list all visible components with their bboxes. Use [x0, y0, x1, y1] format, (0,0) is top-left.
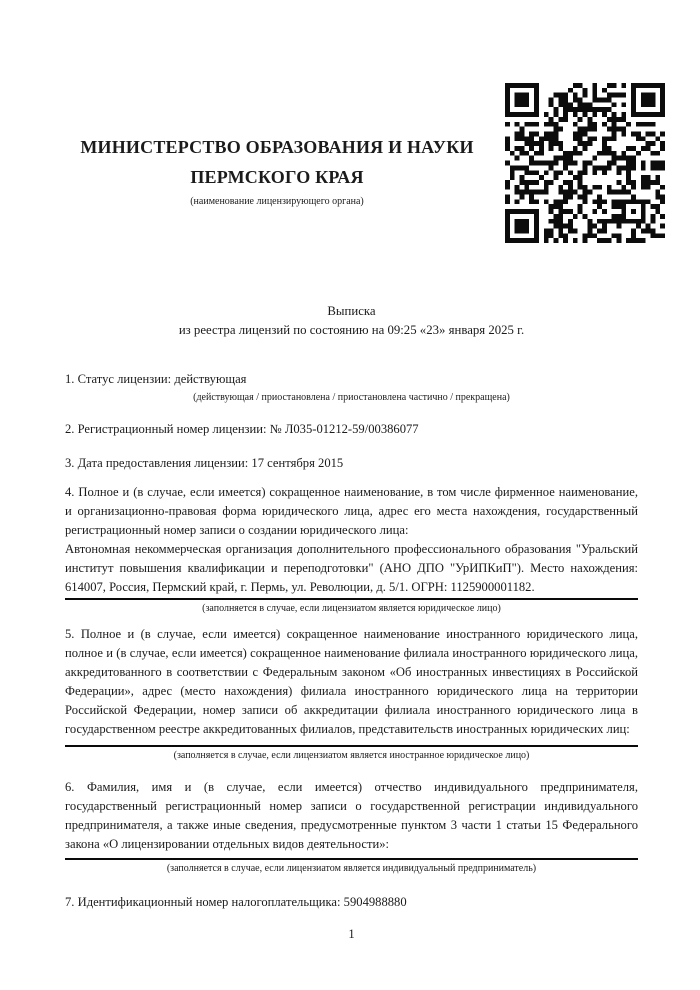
- item-taxpayer-number: [65, 893, 638, 912]
- item-text: 1. Статус лицензии: действующая: [65, 372, 247, 386]
- item-license-date: [65, 454, 638, 473]
- document-subject: [65, 302, 638, 340]
- subject-as-of-line: из реестра лицензий по состоянию на 09:25 «23» января 2025 г.: [178, 323, 525, 337]
- item-caption: (заполняется в случае, если лицензиатом является иностранное юридическое лицо): [173, 750, 530, 761]
- item-caption: (заполняется в случае, если лицензиатом является индивидуальный предприниматель): [166, 863, 537, 874]
- item-caption: (действующая / приостановлена / приостановлена частично / прекращена): [193, 392, 510, 403]
- item-individual-entrepreneur: [65, 778, 638, 875]
- fill-in-rule: [65, 745, 638, 747]
- item-text: 6. Фамилия, имя и (в случае, если имеется) отчество индивидуального предпринимателя, государственный регистрационный номер записи о государственной регистрации индивидуального предпринимателя, а также иные сведения, предусмотренные пунктом 3 части 1 статьи 15 Федерального закона «О лицензировании отдельных видов деятельности»:: [65, 780, 638, 851]
- item-text: 2. Регистрационный номер лицензии: № Л035-01212-59/00386077: [65, 422, 419, 436]
- fill-in-rule: [65, 598, 638, 600]
- subject-title: Выписка: [327, 304, 376, 318]
- item-text: 5. Полное и (в случае, если имеется) сокращенное наименование иностранного юридического лица, полное и (в случае, если имеется) сокращенное наименование филиала иностранного юридического лица, аккредитованного в соответствии с Федеральным законом «Об иностранных инвестициях в Российской Федерации», адрес (место нахождения) филиала иностранного юридического лица на территории Российской Федерации, номер записи об аккредитации филиала иностранного юридического лица в государственном реестре аккредитованных филиалов, представительств иностранных юридических лиц:: [65, 627, 638, 736]
- item-legal-entity: [65, 483, 638, 615]
- item-foreign-entity: [65, 625, 638, 762]
- item-license-status: [65, 370, 638, 404]
- item-value: Автономная некоммерческая организация дополнительного профессионального образования "Уральский институт повышения квалификации и переподготовки" (АНО ДПО "УрИПКиП"). Место нахождения: 614007, Россия, Пермский край, г. Пермь, ул. Революции, д. 5/1. ОГРН: 1125900001182.: [65, 542, 638, 594]
- item-registration-number: [65, 420, 638, 439]
- qr-code-icon: [505, 83, 665, 243]
- item-caption: (заполняется в случае, если лицензиатом является юридическое лицо): [202, 603, 501, 614]
- item-text: 3. Дата предоставления лицензии: 17 сентября 2015: [65, 456, 344, 470]
- page-number: 1: [348, 927, 355, 941]
- fill-in-rule: [65, 858, 638, 860]
- item-text: 7. Идентификационный номер налогоплательщика: 5904988880: [65, 895, 407, 909]
- item-text: 4. Полное и (в случае, если имеется) сокращенное наименование, в том числе фирменное наименование, и организационно-правовая форма юридического лица, адрес его места нахождения, государственный регистрационный номер записи о создании юридического лица:: [65, 485, 638, 537]
- qr-code-image: [505, 83, 665, 243]
- issuer-title-line1: МИНИСТЕРСТВО ОБРАЗОВАНИЯ И НАУКИ: [80, 137, 474, 157]
- issuer-header: [65, 132, 489, 208]
- issuer-subtitle: (наименование лицензирующего органа): [190, 196, 364, 207]
- issuer-title-line2: ПЕРМСКОГО КРАЯ: [190, 167, 364, 187]
